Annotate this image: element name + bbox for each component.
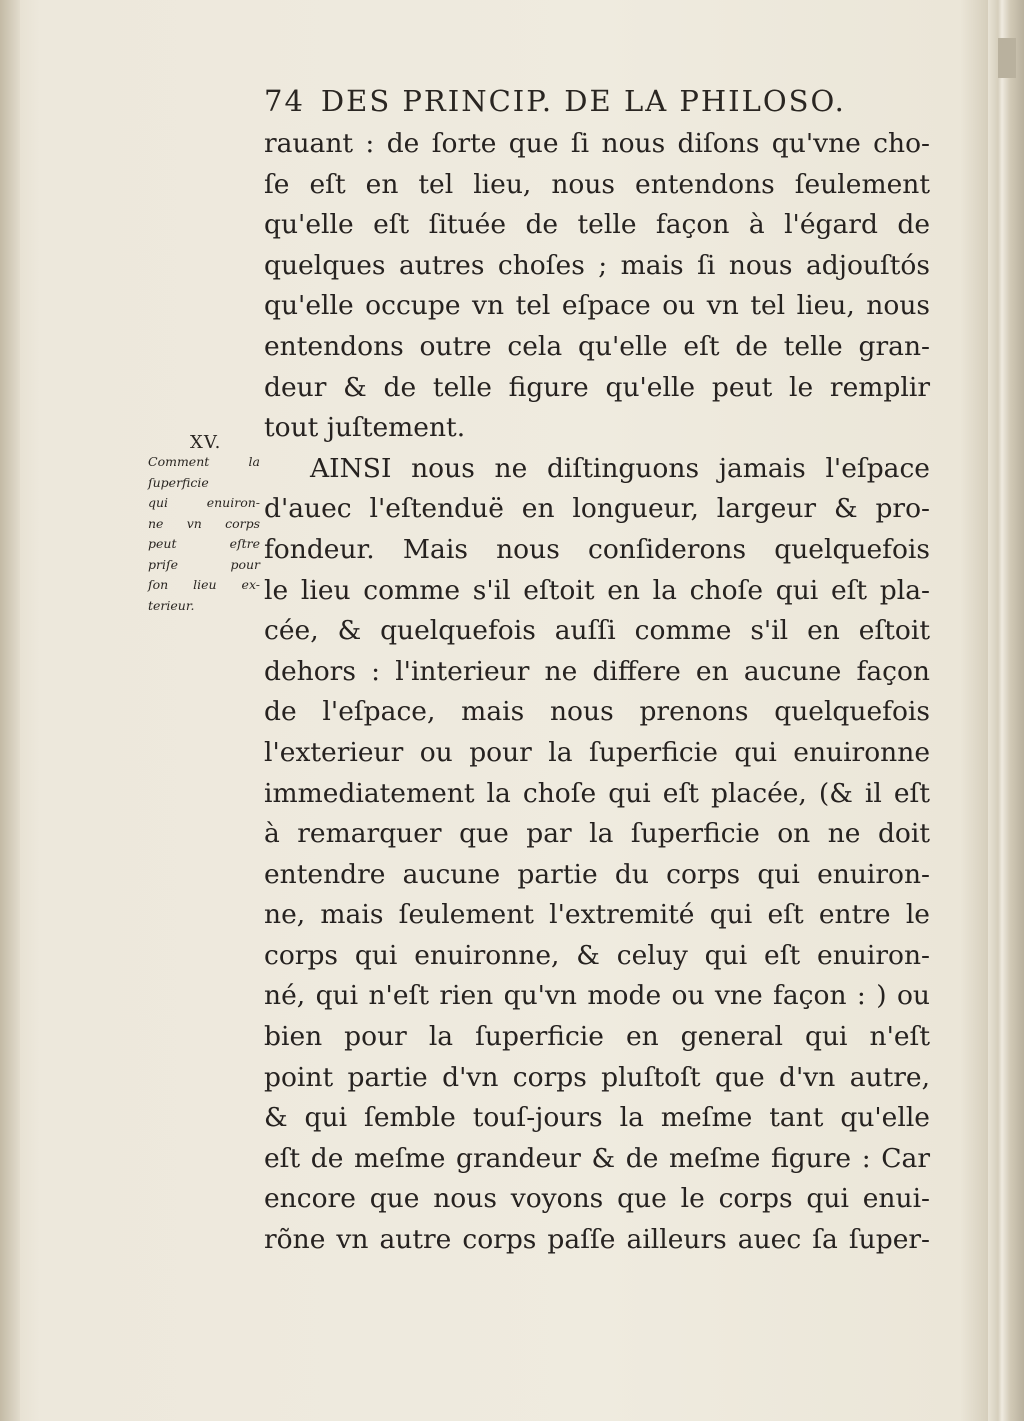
text-line: point partie d'vn corps pluſtoſt que d'vn autre, <box>264 1061 930 1093</box>
page-edge-stack <box>988 0 1024 1421</box>
binding-shadow <box>0 0 20 1421</box>
text-line: qu'elle occupe vn tel eſpace ou vn tel lieu, nous <box>264 290 930 322</box>
text-line: dehors : l'interieur ne differe en aucune façon <box>264 655 930 687</box>
text-line: entendons outre cela qu'elle eſt de telle gran- <box>264 330 930 362</box>
section-number: XV. <box>190 432 222 453</box>
marginal-note-line: peut eſtre <box>148 536 260 551</box>
running-head <box>264 84 944 124</box>
running-title: DES PRINCIP. DE LA PHILOSO. <box>320 84 846 118</box>
text-line: d'auec l'eſtenduë en longueur, largeur & pro- <box>264 493 930 525</box>
text-line: ſe eſt en tel lieu, nous entendons ſeulement <box>264 168 930 200</box>
text-line: corps qui enuironne, & celuy qui eſt enuiron- <box>264 939 930 971</box>
text-line: entendre aucune partie du corps qui enuiron- <box>264 858 930 890</box>
text-line: cée, & quelquefois auſſi comme s'il en eſtoit <box>264 615 930 647</box>
text-line: de l'eſpace, mais nous prenons quelquefois <box>264 696 930 728</box>
text-line: ne, mais ſeulement l'extremité qui eſt entre le <box>264 899 930 931</box>
marginal-note-line: ſuperficie <box>148 474 209 490</box>
text-line: le lieu comme s'il eſtoit en la choſe qui eſt pla- <box>264 574 930 606</box>
text-line: immediatement la choſe qui eſt placée, (& il eſt <box>264 777 930 809</box>
text-line: rõne vn autre corps paſſe ailleurs auec ſa ſuper- <box>264 1224 930 1256</box>
marginal-note-line: ne vn corps <box>148 515 260 531</box>
page-tab-mark <box>998 38 1016 78</box>
marginal-note <box>148 452 260 616</box>
text-line: né, qui n'eſt rien qu'vn mode ou vne façon : ) ou <box>264 980 930 1012</box>
text-line: fondeur. Mais nous conſiderons quelquefois <box>264 533 930 565</box>
text-line: AINSI nous ne diſtinguons jamais l'eſpace <box>310 452 930 484</box>
text-line: qu'elle eſt ſituée de telle façon à l'égard de <box>264 209 930 241</box>
marginal-note-line: priſe pour <box>148 556 260 572</box>
marginal-note-line: ſon lieu ex- <box>148 577 260 592</box>
page-number: 74 <box>264 84 305 118</box>
text-line: bien pour la ſuperficie en general qui n'eſt <box>264 1021 930 1053</box>
marginal-note-line: terieur. <box>148 597 195 613</box>
text-line: eſt de meſme grandeur & de meſme figure : Car <box>264 1142 930 1174</box>
text-line: encore que nous voyons que le corps qui enui- <box>264 1183 930 1215</box>
text-line: à remarquer que par la ſuperficie on ne doit <box>264 818 930 850</box>
body-text <box>264 124 930 1261</box>
text-line: rauant : de ſorte que ſi nous diſons qu'vne cho- <box>264 128 930 159</box>
marginal-note-line: Comment la <box>148 454 260 469</box>
text-line: l'exterieur ou pour la ſuperficie qui enuironne <box>264 736 930 768</box>
text-line: quelques autres choſes ; mais ſi nous adjouſtós <box>264 249 930 281</box>
text-line: & qui ſemble touſ-jours la meſme tant qu'elle <box>264 1102 930 1134</box>
marginal-note-line: qui enuiron- <box>148 495 260 510</box>
text-line: tout juſtement. <box>264 412 466 444</box>
text-line: deur & de telle figure qu'elle peut le remplir <box>264 371 930 403</box>
